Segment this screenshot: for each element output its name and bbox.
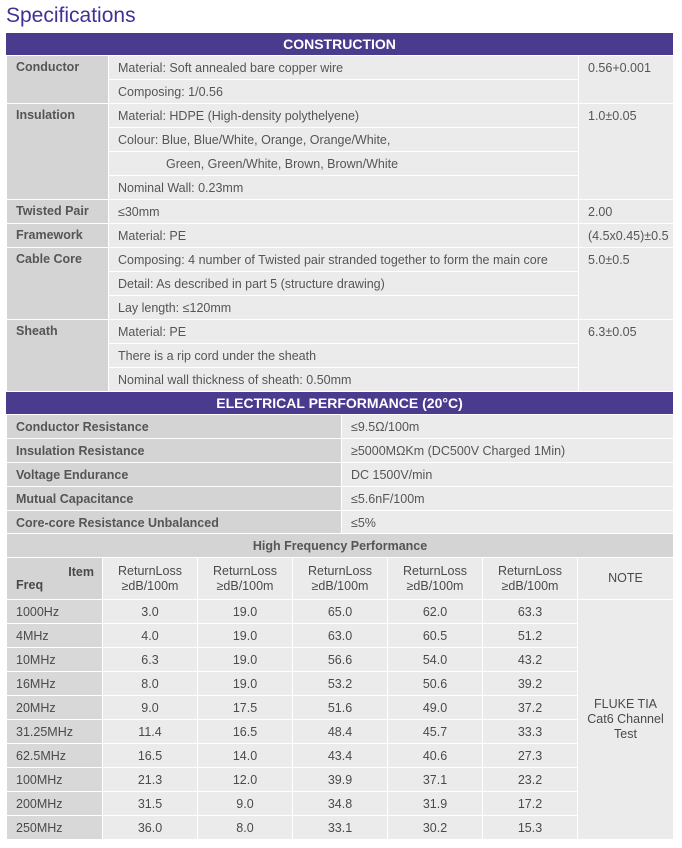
- col-header-line2: ≥dB/100m: [311, 578, 369, 593]
- elec-value: ≤5%: [342, 511, 674, 535]
- twisted-line: ≤30mm: [109, 200, 579, 224]
- insulation-line: Nominal Wall: 0.23mm: [109, 176, 579, 200]
- elec-value: ≤9.5Ω/100m: [342, 415, 674, 439]
- hf-value: 56.6: [293, 648, 388, 672]
- insulation-line: Material: HDPE (High-density polythelyene): [109, 104, 579, 128]
- twisted-value: 2.00: [579, 200, 674, 224]
- hf-value: 23.2: [483, 768, 578, 792]
- freq-cell: 62.5MHz: [7, 744, 103, 768]
- hf-value: 8.0: [198, 816, 293, 840]
- conductor-line: Composing: 1/0.56: [109, 80, 579, 104]
- electrical-header: ELECTRICAL PERFORMANCE (20°C): [6, 392, 673, 414]
- freq-cell: 100MHz: [7, 768, 103, 792]
- elec-label: Mutual Capacitance: [7, 487, 342, 511]
- hf-value: 15.3: [483, 816, 578, 840]
- conductor-line: Material: Soft annealed bare copper wire: [109, 56, 579, 80]
- col-header: [483, 558, 578, 600]
- hf-value: 27.3: [483, 744, 578, 768]
- core-label: Cable Core: [7, 248, 109, 320]
- insulation-line: Green, Green/White, Brown, Brown/White: [109, 152, 579, 176]
- core-line: Detail: As described in part 5 (structure drawing): [109, 272, 579, 296]
- hf-value: 48.4: [293, 720, 388, 744]
- elec-value: ≤5.6nF/100m: [342, 487, 674, 511]
- hf-value: 53.2: [293, 672, 388, 696]
- conductor-label: Conductor: [7, 56, 109, 104]
- note-line: Test: [614, 727, 637, 741]
- hf-value: 19.0: [198, 600, 293, 624]
- hf-value: 31.9: [388, 792, 483, 816]
- elec-label: Insulation Resistance: [7, 439, 342, 463]
- hf-value: 51.2: [483, 624, 578, 648]
- hf-value: 37.2: [483, 696, 578, 720]
- hf-value: 31.5: [103, 792, 198, 816]
- construction-header: CONSTRUCTION: [6, 33, 673, 55]
- col-header: [293, 558, 388, 600]
- elec-label: Conductor Resistance: [7, 415, 342, 439]
- insulation-line: Colour: Blue, Blue/White, Orange, Orange/White,: [109, 128, 579, 152]
- hf-value: 51.6: [293, 696, 388, 720]
- note-line: Cat6 Channel: [587, 712, 664, 726]
- hf-value: 34.8: [293, 792, 388, 816]
- hf-value: 49.0: [388, 696, 483, 720]
- col-header-line1: ReturnLoss: [308, 563, 372, 578]
- hf-value: 14.0: [198, 744, 293, 768]
- freq-cell: 250MHz: [7, 816, 103, 840]
- col-header-line2: ≥dB/100m: [501, 578, 559, 593]
- freq-cell: 1000Hz: [7, 600, 103, 624]
- construction-table: [6, 55, 674, 392]
- sheath-value: 6.3±0.05: [579, 320, 674, 392]
- conductor-value: 0.56+0.001: [579, 56, 674, 104]
- hf-corner: [7, 558, 103, 600]
- hf-value: 16.5: [103, 744, 198, 768]
- hf-value: 9.0: [103, 696, 198, 720]
- freq-cell: 31.25MHz: [7, 720, 103, 744]
- elec-label: Core-core Resistance Unbalanced: [7, 511, 342, 535]
- hf-value: 30.2: [388, 816, 483, 840]
- col-header-line1: ReturnLoss: [213, 563, 277, 578]
- hf-table: [6, 533, 674, 840]
- col-header: [388, 558, 483, 600]
- electrical-table: [6, 414, 674, 535]
- hf-value: 54.0: [388, 648, 483, 672]
- hf-value: 63.3: [483, 600, 578, 624]
- freq-cell: 20MHz: [7, 696, 103, 720]
- elec-value: DC 1500V/min: [342, 463, 674, 487]
- hf-value: 19.0: [198, 624, 293, 648]
- hf-value: 9.0: [198, 792, 293, 816]
- hf-value: 39.2: [483, 672, 578, 696]
- col-header-line2: ≥dB/100m: [406, 578, 464, 593]
- col-header: [103, 558, 198, 600]
- sheath-label: Sheath: [7, 320, 109, 392]
- framework-label: Framework: [7, 224, 109, 248]
- core-line: Lay length: ≤120mm: [109, 296, 579, 320]
- hf-value: 11.4: [103, 720, 198, 744]
- hf-value: 65.0: [293, 600, 388, 624]
- hf-header: High Frequency Performance: [7, 534, 674, 558]
- freq-label: Freq: [16, 578, 44, 592]
- hf-value: 62.0: [388, 600, 483, 624]
- hf-value: 36.0: [103, 816, 198, 840]
- twisted-label: Twisted Pair: [7, 200, 109, 224]
- hf-value: 17.5: [198, 696, 293, 720]
- item-label: Item: [68, 565, 94, 579]
- hf-value: 6.3: [103, 648, 198, 672]
- elec-label: Voltage Endurance: [7, 463, 342, 487]
- hf-value: 4.0: [103, 624, 198, 648]
- note-cell: [578, 600, 674, 840]
- hf-value: 50.6: [388, 672, 483, 696]
- hf-value: 33.1: [293, 816, 388, 840]
- core-line: Composing: 4 number of Twisted pair stranded together to form the main core: [109, 248, 579, 272]
- freq-cell: 16MHz: [7, 672, 103, 696]
- hf-value: 43.2: [483, 648, 578, 672]
- note-header: NOTE: [578, 558, 674, 600]
- core-value: 5.0±0.5: [579, 248, 674, 320]
- sheath-line: Nominal wall thickness of sheath: 0.50mm: [109, 368, 579, 392]
- elec-value: ≥5000MΩKm (DC500V Charged 1Min): [342, 439, 674, 463]
- hf-value: 63.0: [293, 624, 388, 648]
- hf-value: 60.5: [388, 624, 483, 648]
- hf-value: 33.3: [483, 720, 578, 744]
- hf-value: 21.3: [103, 768, 198, 792]
- hf-value: 19.0: [198, 648, 293, 672]
- hf-value: 16.5: [198, 720, 293, 744]
- col-header-line2: ≥dB/100m: [216, 578, 274, 593]
- sheath-line: Material: PE: [109, 320, 579, 344]
- hf-value: 19.0: [198, 672, 293, 696]
- hf-value: 40.6: [388, 744, 483, 768]
- framework-line: Material: PE: [109, 224, 579, 248]
- freq-cell: 200MHz: [7, 792, 103, 816]
- hf-value: 39.9: [293, 768, 388, 792]
- hf-value: 3.0: [103, 600, 198, 624]
- note-line: FLUKE TIA: [594, 697, 657, 711]
- sheath-line: There is a rip cord under the sheath: [109, 344, 579, 368]
- hf-value: 43.4: [293, 744, 388, 768]
- hf-value: 17.2: [483, 792, 578, 816]
- freq-cell: 10MHz: [7, 648, 103, 672]
- freq-cell: 4MHz: [7, 624, 103, 648]
- col-header-line2: ≥dB/100m: [121, 578, 179, 593]
- page-title: Specifications: [6, 4, 136, 27]
- framework-value: (4.5x0.45)±0.5: [579, 224, 674, 248]
- insulation-value: 1.0±0.05: [579, 104, 674, 200]
- col-header-line1: ReturnLoss: [403, 563, 467, 578]
- hf-value: 8.0: [103, 672, 198, 696]
- hf-value: 45.7: [388, 720, 483, 744]
- col-header-line1: ReturnLoss: [118, 563, 182, 578]
- col-header: [198, 558, 293, 600]
- hf-value: 12.0: [198, 768, 293, 792]
- insulation-label: Insulation: [7, 104, 109, 200]
- col-header-line1: ReturnLoss: [498, 563, 562, 578]
- hf-value: 37.1: [388, 768, 483, 792]
